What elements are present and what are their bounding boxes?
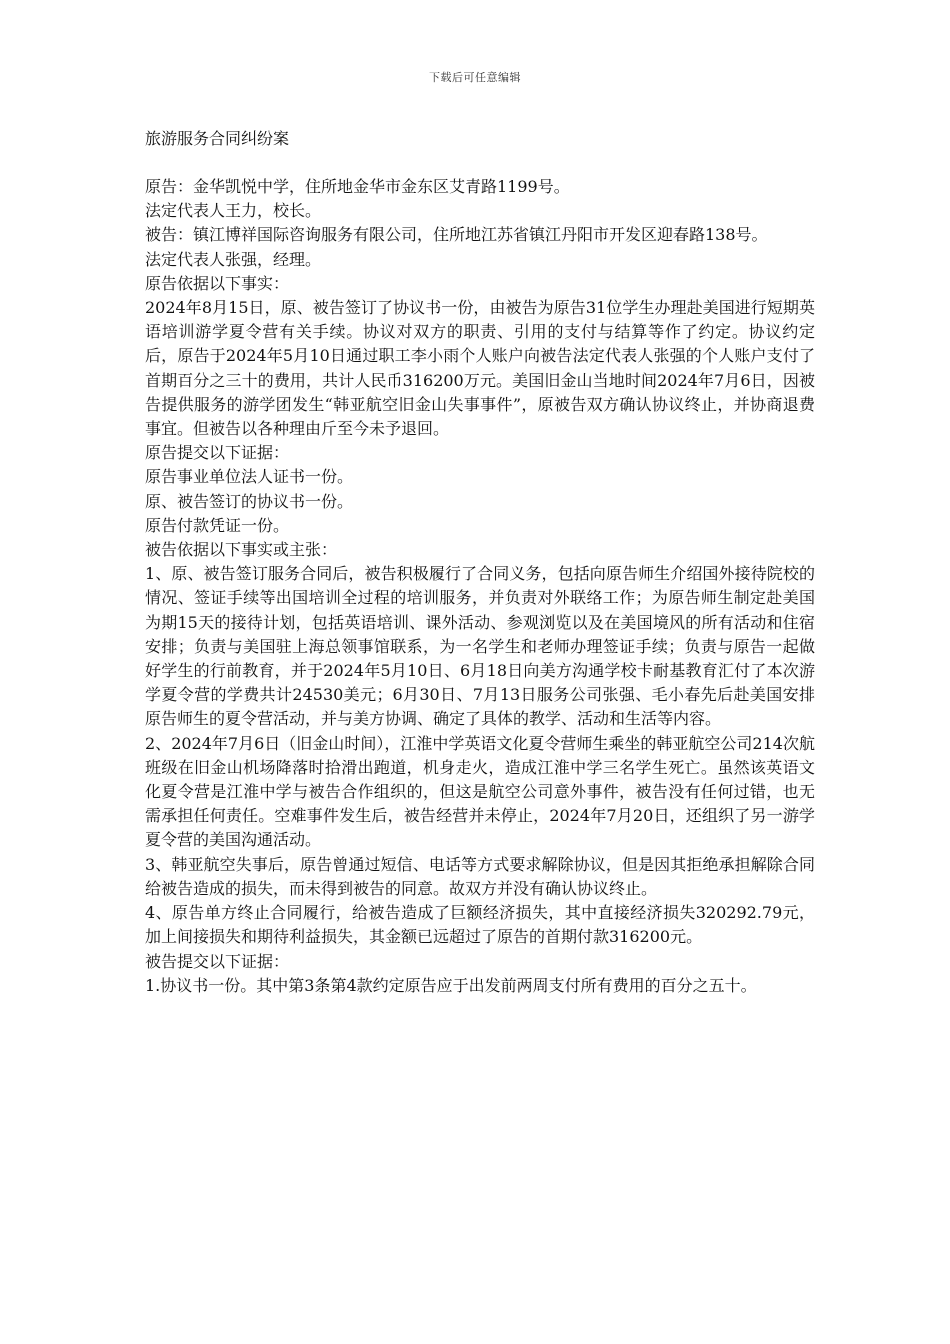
paragraph-defendant-representative: 法定代表人张强，经理。 [145,249,322,269]
paragraph-defendant-claim-4: 4、原告单方终止合同履行，给被告造成了巨额经济损失，其中直接经济损失320292.79元，加上间接损失和期待利益损失，其金额已远超过了原告的首期付款316200元。 [145,903,815,947]
document-body [145,175,815,998]
paragraph-plaintiff-representative: 法定代表人王力，校长。 [145,201,322,221]
paragraph-plaintiff: 原告：金华凯悦中学，住所地金华市金东区艾青路1199号。 [145,177,570,196]
paragraph-defendant: 被告：镇江博祥国际咨询服务有限公司，住所地江苏省镇江丹阳市开发区迎春路138号。 [145,225,768,245]
header-note: 下载后可任意编辑 [429,71,521,84]
paragraph-evidence-item: 原告付款凭证一份。 [145,515,290,535]
paragraph-defendant-evidence-1: 1.协议书一份。其中第3条第4款约定原告应于出发前两周支付所有费用的百分之五十。 [145,975,757,995]
paragraph-evidence-item: 原告事业单位法人证书一份。 [145,467,354,487]
paragraph-defendant-evidence-heading: 被告提交以下证据： [145,951,290,971]
paragraph-evidence-item: 原、被告签订的协议书一份。 [145,491,354,511]
paragraph-defendant-claim-2: 2、2024年7月6日（旧金山时间），江淮中学英语文化夏令营师生乘坐的韩亚航空公司214次航班级在旧金山机场降落时拾滑出跑道，机身走火，造成江淮中学三名学生死亡。虽然该英语文化夏令营是江淮中学与被告合作组织的，但这是航空公司意外事件，被告没有任何过错，也无需承担任何责任。空难事件发生后，被告经营并未停止，2024年7月20日，还组织了另一游学夏令营的美国沟通活动。 [145,733,815,850]
paragraph-defendant-claim-1: 1、原、被告签订服务合同后，被告积极履行了合同义务，包括向原告师生介绍国外接待院校的情况、签证手续等出国培训全过程的培训服务，并负责对外联络工作；为原告师生制定赴美国为期15天的接待计划，包括英语培训、课外活动、参观浏览以及在美国境风的所有活动和住宿安排；负责与美国驻上海总领事馆联系，为一名学生和老师办理签证手续；负责与原告一起做好学生的行前教育，并于2024年5月10日、6月18日向美方沟通学校卡耐基教育汇付了本次游学夏令营的学费共计24530美元；6月30日、7月13日服务公司张强、毛小春先后赴美国安排原告师生的夏令营活动，并与美方协调、确定了具体的教学、活动和生活等内容。 [145,564,815,729]
document-title: 旅游服务合同纠纷案 [145,129,290,148]
paragraph-defendant-claims-heading: 被告依据以下事实或主张： [145,540,338,560]
paragraph-plaintiff-facts-heading: 原告依据以下事实： [145,273,290,293]
paragraph-plaintiff-facts: 2024年8月15日，原、被告签订了协议书一份，由被告为原告31位学生办理赴美国进行短期英语培训游学夏令营有关手续。协议对双方的职责、引用的支付与结算等作了约定。协议约定后，原告于2024年5月10日通过职工李小雨个人账户向被告法定代表人张强的个人账户支付了首期百分之三十的费用，共计人民币316200万元。美国旧金山当地时间2024年7月6日，因被告提供服务的游学团发生“韩亚航空旧金山失事事件”，原被告双方确认协议终止，并协商退费事宜。但被告以各种理由斤至今未予退回。 [145,298,815,439]
paragraph-defendant-claim-3: 3、韩亚航空失事后，原告曾通过短信、电话等方式要求解除协议，但是因其拒绝承担解除合同给被告造成的损失，而未得到被告的同意。故双方并没有确认协议终止。 [145,854,815,898]
paragraph-plaintiff-evidence-heading: 原告提交以下证据： [145,443,290,463]
